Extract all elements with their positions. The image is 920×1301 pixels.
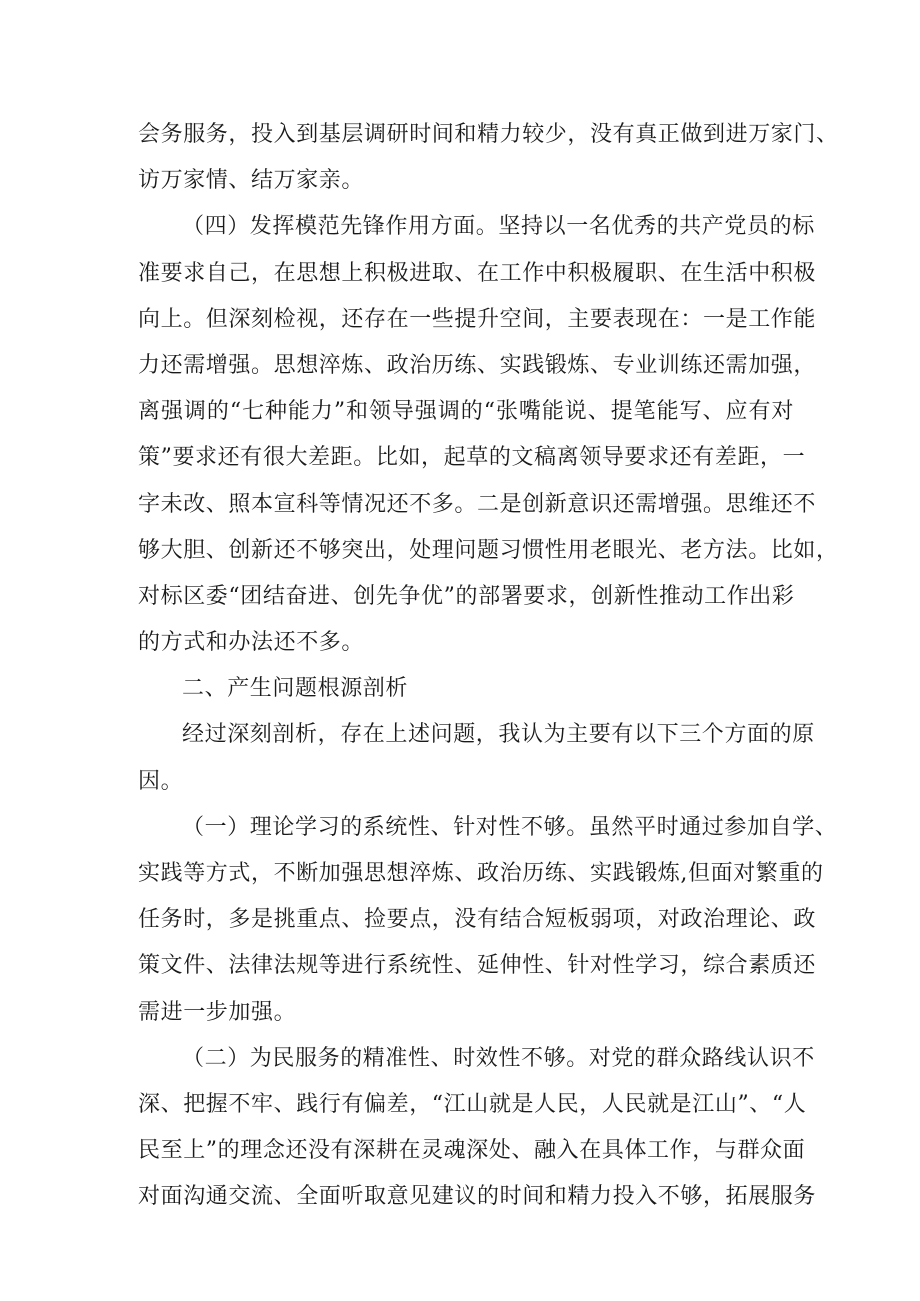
line-text: 力还需增强。思想淬炼、政治历练、实践锻炼、专业训练还需加强， [138,352,817,378]
paragraph-line [138,805,838,851]
paragraph-line [138,1174,817,1220]
paragraph-line [138,251,817,297]
paragraph-line [138,204,815,250]
paragraph-line [138,343,817,389]
line-text: 深、把握不牢、践行有偏差，“江山就是人民，人民就是江山”、“人 [138,1091,807,1117]
line-text: 的方式和办法还不多。 [138,630,365,656]
paragraph-line [138,574,794,620]
line-text: 因。 [138,768,184,794]
paragraph-line [138,666,794,712]
paragraph-line [138,1036,815,1082]
paragraph-line [138,943,817,989]
line-text: 对面沟通交流、全面听取意见建议的时间和精力投入不够，拓展服务 [138,1184,817,1210]
line-text: 向上。但深刻检视，还存在一些提升空间，主要表现在：一是工作能 [138,306,817,332]
paragraph-line [138,482,817,528]
paragraph-line [138,528,839,574]
line-text: 离强调的“七种能力”和领导强调的“张嘴能说、提笔能写、应有对 [138,399,794,425]
line-text: 准要求自己，在思想上积极进取、在工作中积极履职、在生活中积极 [138,260,817,286]
paragraph-line [138,1082,807,1128]
document-body [138,112,839,1221]
line-text: 策”要求还有很大差距。比如，起草的文稿离领导要求还有差距，一 [138,445,806,471]
line-text: 需进一步加强。 [138,999,297,1025]
paragraph-line [138,620,794,666]
paragraph-line [138,389,794,435]
paragraph-line [138,759,794,805]
line-text: （一）理论学习的系统性、针对性不够。虽然平时通过参加自学、 [182,814,838,840]
line-text: （二）为民服务的精准性、时效性不够。对党的群众路线认识不 [182,1045,815,1071]
paragraph-line [138,297,817,343]
line-text: 任务时，多是挑重点、捡要点，没有结合短板弱项，对政治理论、政 [138,907,817,933]
paragraph-line [138,1128,806,1174]
line-text: 够大胆、创新还不够突出，处理问题习惯性用老眼光、老方法。比如， [138,537,839,563]
line-text: 字未改、照本宣科等情况还不多。二是创新意识还需增强。思维还不 [138,491,817,517]
line-text: （四）发挥模范先锋作用方面。坚持以一名优秀的共产党员的标 [182,214,815,240]
line-text: 会务服务，投入到基层调研时间和精力较少，没有真正做到进万家门、 [138,122,839,147]
paragraph-line [138,990,794,1036]
line-text: 经过深刻剖析，存在上述问题，我认为主要有以下三个方面的原 [182,722,815,748]
line-text: 二、产生问题根源剖析 [182,676,409,702]
line-text: 访万家情、结万家亲。 [138,168,365,194]
line-text: 民至上”的理念还没有深耕在灵魂深处、融入在具体工作，与群众面 [138,1138,806,1164]
paragraph-line [138,158,794,204]
paragraph-line [138,435,806,481]
line-text: 策文件、法律法规等进行系统性、延伸性、针对性学习，综合素质还 [138,953,817,979]
paragraph-line [138,712,815,758]
paragraph-line [138,897,817,943]
line-text: 实践等方式，不断加强思想淬炼、政治历练、实践锻炼,但面对繁重的 [138,861,824,886]
paragraph-line [138,112,839,158]
line-text: 对标区委“团结奋进、创先争优”的部署要求，创新性推动工作出彩 [138,583,795,609]
paragraph-line [138,851,824,897]
